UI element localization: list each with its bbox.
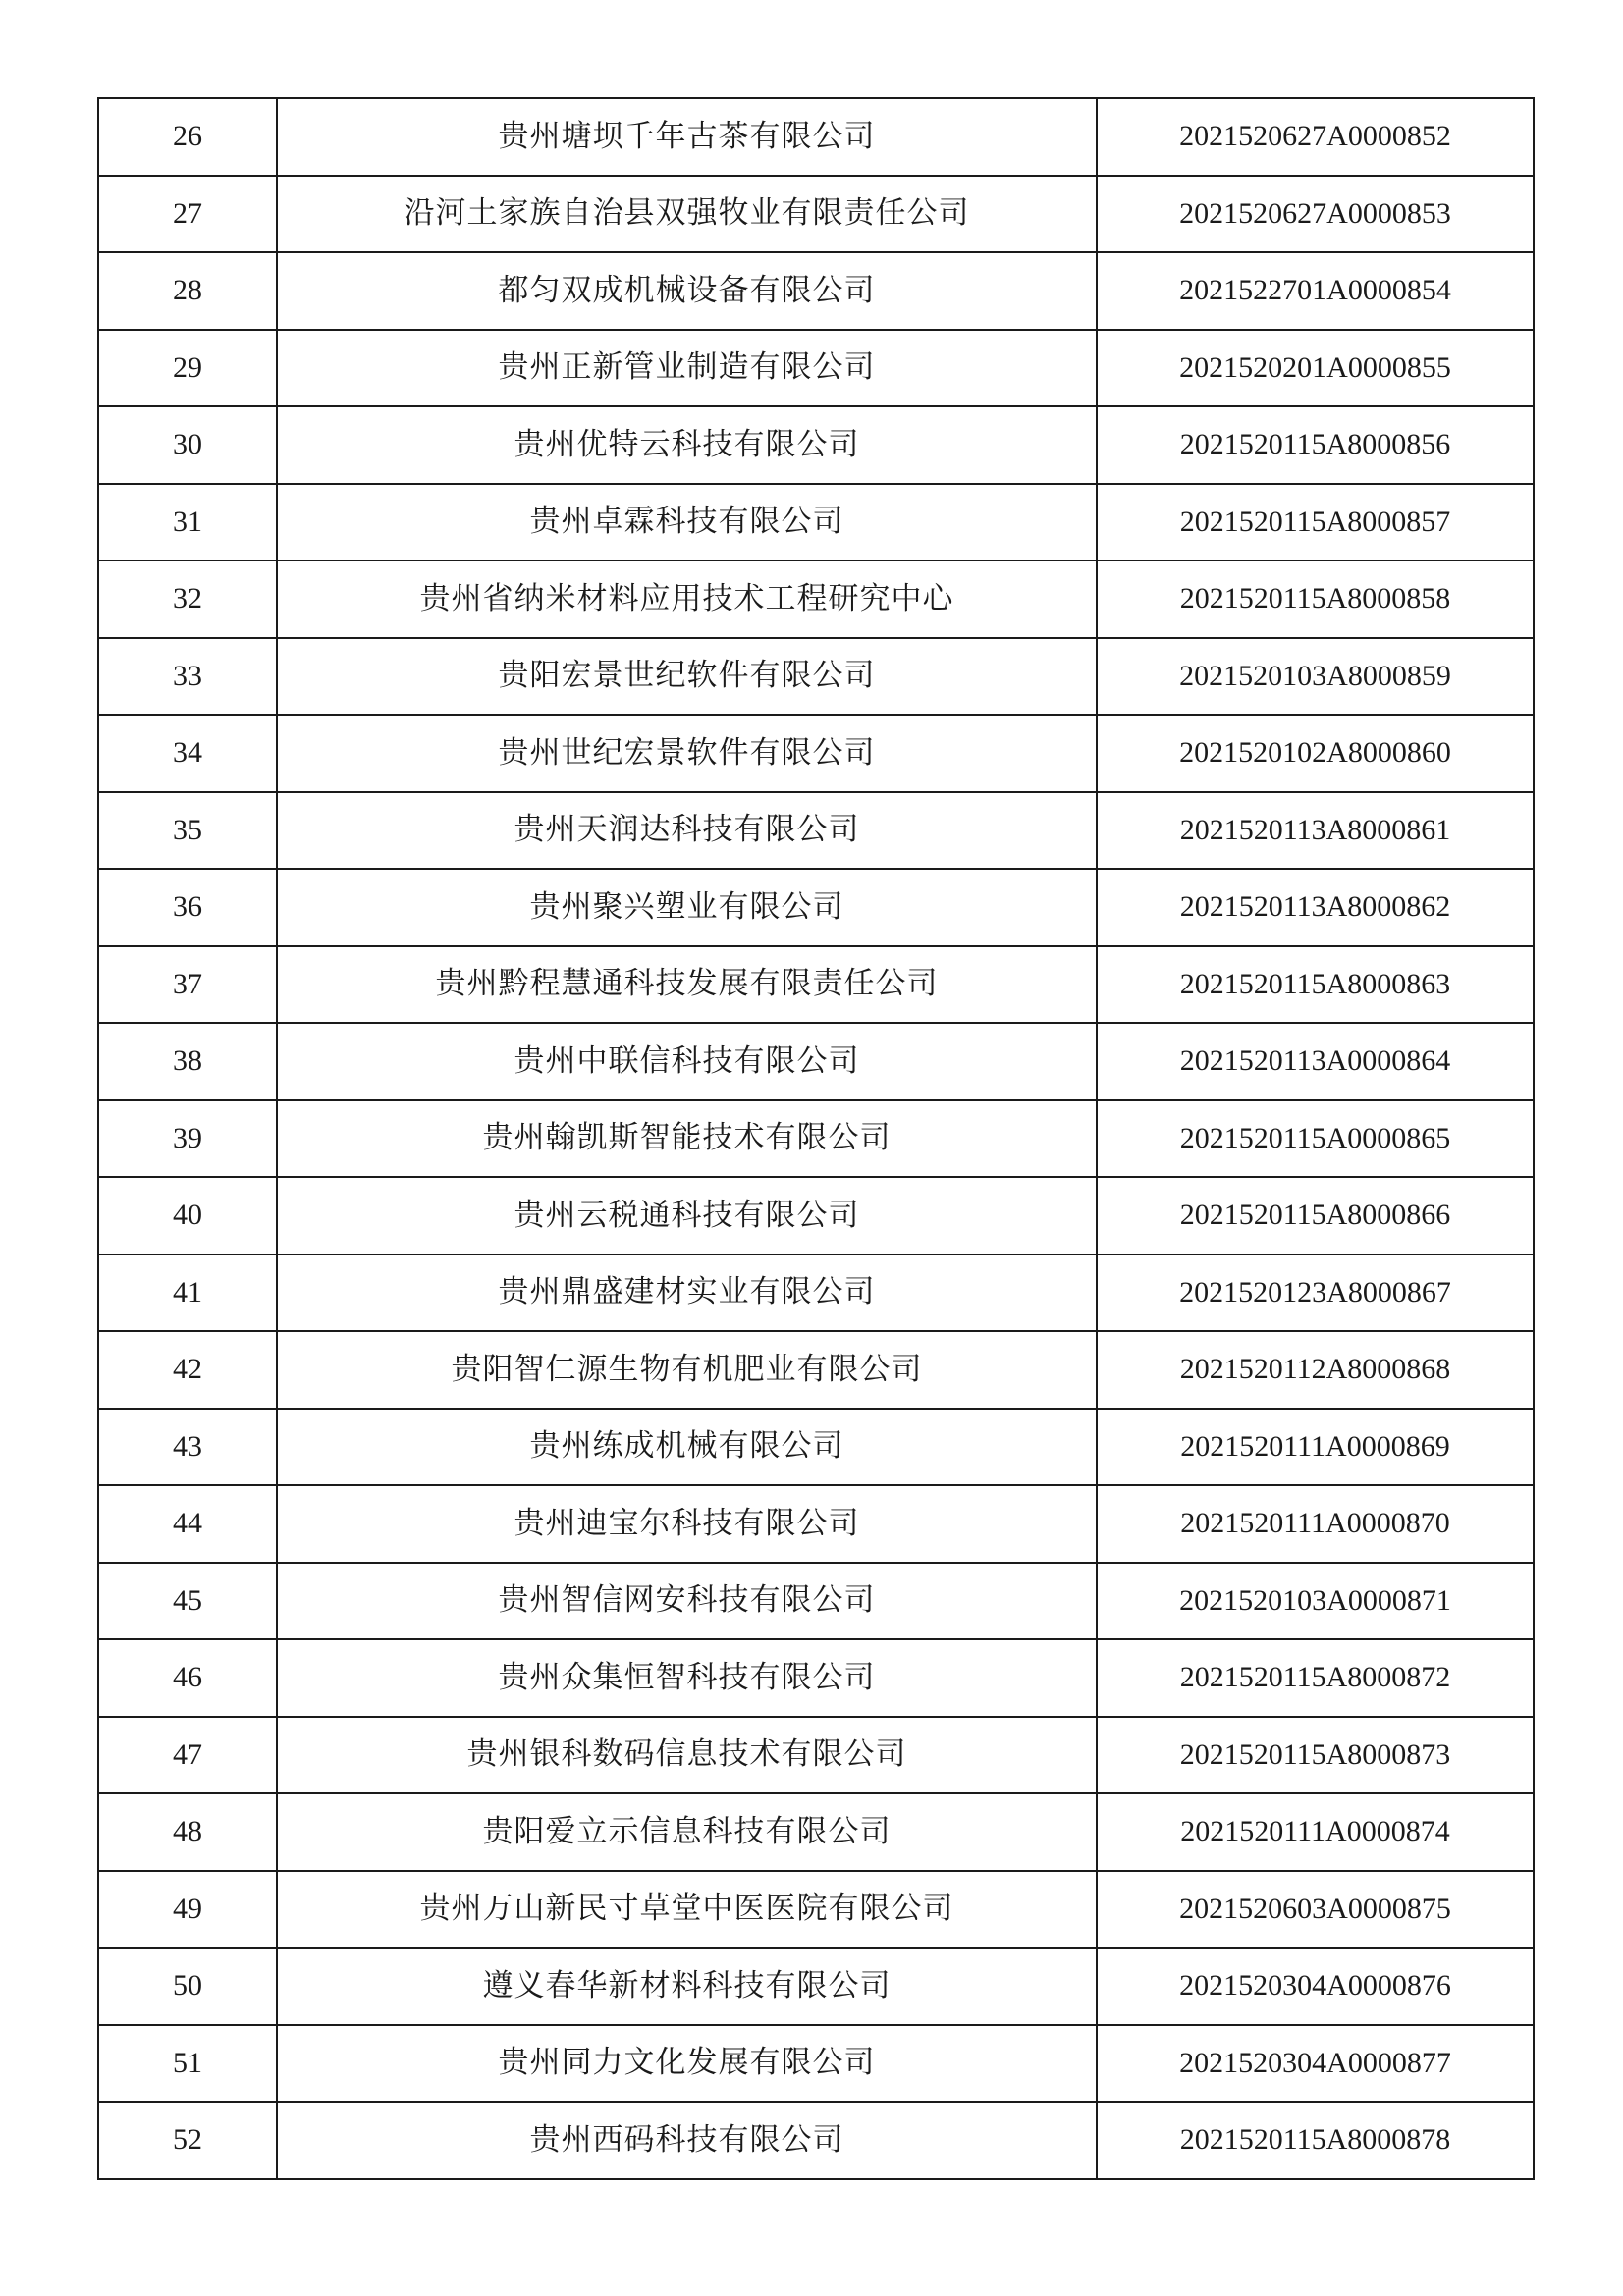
row-number-cell: 44 <box>98 1485 277 1563</box>
registration-code-cell: 2021520113A8000861 <box>1097 792 1534 870</box>
registration-code-cell: 2021520123A8000867 <box>1097 1255 1534 1332</box>
row-number-cell: 33 <box>98 638 277 716</box>
table-row <box>98 869 1534 946</box>
table-row <box>98 1871 1534 1949</box>
registration-code-cell: 2021520627A0000852 <box>1097 98 1534 176</box>
company-name-cell: 贵州正新管业制造有限公司 <box>277 330 1097 407</box>
registration-code-cell: 2021520115A8000863 <box>1097 946 1534 1024</box>
table-row <box>98 1717 1534 1794</box>
table-row <box>98 1485 1534 1563</box>
row-number-cell: 52 <box>98 2102 277 2179</box>
row-number-cell: 46 <box>98 1639 277 1717</box>
registration-code-cell: 2021520115A8000878 <box>1097 2102 1534 2179</box>
row-number-cell: 28 <box>98 252 277 330</box>
table-row <box>98 1023 1534 1100</box>
company-name-cell: 都匀双成机械设备有限公司 <box>277 252 1097 330</box>
company-name-cell: 贵州银科数码信息技术有限公司 <box>277 1717 1097 1794</box>
row-number-cell: 30 <box>98 406 277 484</box>
row-number-cell: 26 <box>98 98 277 176</box>
registration-code-cell: 2021520111A0000874 <box>1097 1793 1534 1871</box>
row-number-cell: 34 <box>98 715 277 792</box>
company-name-cell: 贵州中联信科技有限公司 <box>277 1023 1097 1100</box>
registration-code-cell: 2021520103A8000859 <box>1097 638 1534 716</box>
table-row <box>98 484 1534 561</box>
registration-code-cell: 2021520112A8000868 <box>1097 1331 1534 1409</box>
registration-code-cell: 2021520115A0000865 <box>1097 1100 1534 1178</box>
row-number-cell: 37 <box>98 946 277 1024</box>
registration-code-cell: 2021520115A8000866 <box>1097 1177 1534 1255</box>
company-name-cell: 沿河土家族自治县双强牧业有限责任公司 <box>277 176 1097 253</box>
table-row <box>98 1255 1534 1332</box>
table-row <box>98 1948 1534 2025</box>
row-number-cell: 47 <box>98 1717 277 1794</box>
row-number-cell: 48 <box>98 1793 277 1871</box>
company-name-cell: 贵州鼎盛建材实业有限公司 <box>277 1255 1097 1332</box>
table-row <box>98 1100 1534 1178</box>
company-name-cell: 贵阳爱立示信息科技有限公司 <box>277 1793 1097 1871</box>
registration-code-cell: 2021520115A8000858 <box>1097 561 1534 638</box>
company-name-cell: 贵州西码科技有限公司 <box>277 2102 1097 2179</box>
registration-code-cell: 2021520115A8000857 <box>1097 484 1534 561</box>
table-row <box>98 252 1534 330</box>
company-name-cell: 贵州同力文化发展有限公司 <box>277 2025 1097 2103</box>
table-row <box>98 792 1534 870</box>
company-registry-table <box>97 97 1535 2180</box>
registration-code-cell: 2021520603A0000875 <box>1097 1871 1534 1949</box>
company-name-cell: 贵阳智仁源生物有机肥业有限公司 <box>277 1331 1097 1409</box>
row-number-cell: 43 <box>98 1409 277 1486</box>
row-number-cell: 40 <box>98 1177 277 1255</box>
table-row <box>98 1409 1534 1486</box>
row-number-cell: 41 <box>98 1255 277 1332</box>
company-name-cell: 贵州卓霖科技有限公司 <box>277 484 1097 561</box>
row-number-cell: 39 <box>98 1100 277 1178</box>
table-row <box>98 2102 1534 2179</box>
registration-code-cell: 2021520304A0000877 <box>1097 2025 1534 2103</box>
row-number-cell: 29 <box>98 330 277 407</box>
registration-code-cell: 2021520627A0000853 <box>1097 176 1534 253</box>
row-number-cell: 31 <box>98 484 277 561</box>
company-name-cell: 贵州黔程慧通科技发展有限责任公司 <box>277 946 1097 1024</box>
registration-code-cell: 2021520113A8000862 <box>1097 869 1534 946</box>
table-row <box>98 1639 1534 1717</box>
registration-code-cell: 2021520201A0000855 <box>1097 330 1534 407</box>
table-row <box>98 406 1534 484</box>
row-number-cell: 51 <box>98 2025 277 2103</box>
table-row <box>98 1177 1534 1255</box>
table-row <box>98 2025 1534 2103</box>
company-name-cell: 贵州万山新民寸草堂中医医院有限公司 <box>277 1871 1097 1949</box>
row-number-cell: 45 <box>98 1563 277 1640</box>
registration-code-cell: 2021520115A8000856 <box>1097 406 1534 484</box>
table-row <box>98 1331 1534 1409</box>
registration-code-cell: 2021520102A8000860 <box>1097 715 1534 792</box>
row-number-cell: 42 <box>98 1331 277 1409</box>
registration-code-cell: 2021520113A0000864 <box>1097 1023 1534 1100</box>
company-name-cell: 贵州迪宝尔科技有限公司 <box>277 1485 1097 1563</box>
company-name-cell: 贵州练成机械有限公司 <box>277 1409 1097 1486</box>
company-name-cell: 贵州优特云科技有限公司 <box>277 406 1097 484</box>
company-name-cell: 贵州众集恒智科技有限公司 <box>277 1639 1097 1717</box>
registration-code-cell: 2021520115A8000873 <box>1097 1717 1534 1794</box>
company-name-cell: 贵阳宏景世纪软件有限公司 <box>277 638 1097 716</box>
table-row <box>98 176 1534 253</box>
registration-code-cell: 2021520304A0000876 <box>1097 1948 1534 2025</box>
company-name-cell: 贵州天润达科技有限公司 <box>277 792 1097 870</box>
company-name-cell: 遵义春华新材料科技有限公司 <box>277 1948 1097 2025</box>
table-row <box>98 946 1534 1024</box>
company-name-cell: 贵州世纪宏景软件有限公司 <box>277 715 1097 792</box>
registration-code-cell: 2021520103A0000871 <box>1097 1563 1534 1640</box>
company-name-cell: 贵州智信网安科技有限公司 <box>277 1563 1097 1640</box>
company-name-cell: 贵州省纳米材料应用技术工程研究中心 <box>277 561 1097 638</box>
row-number-cell: 36 <box>98 869 277 946</box>
table-row <box>98 98 1534 176</box>
row-number-cell: 50 <box>98 1948 277 2025</box>
table-row <box>98 638 1534 716</box>
registration-code-cell: 2021522701A0000854 <box>1097 252 1534 330</box>
table-row <box>98 1563 1534 1640</box>
company-name-cell: 贵州翰凯斯智能技术有限公司 <box>277 1100 1097 1178</box>
row-number-cell: 35 <box>98 792 277 870</box>
registration-code-cell: 2021520115A8000872 <box>1097 1639 1534 1717</box>
table-row <box>98 561 1534 638</box>
table-row <box>98 1793 1534 1871</box>
table-row <box>98 330 1534 407</box>
row-number-cell: 32 <box>98 561 277 638</box>
row-number-cell: 49 <box>98 1871 277 1949</box>
table-body <box>98 98 1534 2179</box>
registration-code-cell: 2021520111A0000869 <box>1097 1409 1534 1486</box>
table-row <box>98 715 1534 792</box>
registration-code-cell: 2021520111A0000870 <box>1097 1485 1534 1563</box>
company-name-cell: 贵州云税通科技有限公司 <box>277 1177 1097 1255</box>
row-number-cell: 38 <box>98 1023 277 1100</box>
row-number-cell: 27 <box>98 176 277 253</box>
company-name-cell: 贵州塘坝千年古茶有限公司 <box>277 98 1097 176</box>
company-name-cell: 贵州聚兴塑业有限公司 <box>277 869 1097 946</box>
